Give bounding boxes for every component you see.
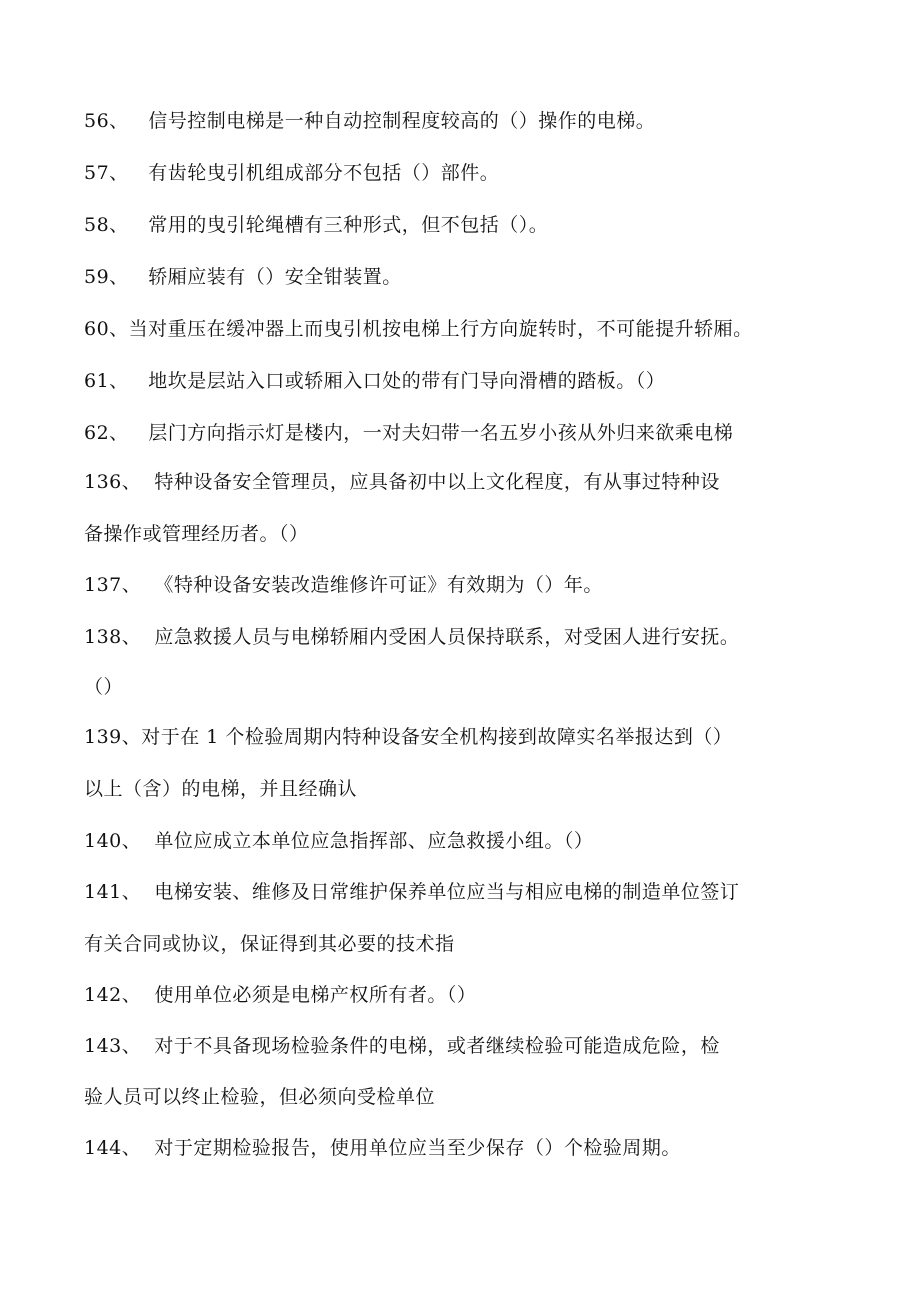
text-line-q56: 56、 信号控制电梯是一种自动控制程度较高的（）操作的电梯。 (84, 110, 656, 132)
text-line-q139: 139、对于在 1 个检验周期内特种设备安全机构接到故障实名举报达到（） (84, 726, 733, 748)
text-line-q137: 137、 《特种设备安装改造维修许可证》有效期为（）年。 (84, 574, 603, 596)
text-line-q139-cont: 以上（含）的电梯，并且经确认 (84, 778, 358, 800)
text-line-q143: 143、 对于不具备现场检验条件的电梯，或者继续检验可能造成危险，检 (84, 1035, 720, 1057)
text-line-q59: 59、 轿厢应装有（）安全钳装置。 (84, 266, 402, 288)
text-line-q141: 141、 电梯安装、维修及日常维护保养单位应当与相应电梯的制造单位签订 (84, 881, 740, 903)
text-line-q144: 144、 对于定期检验报告，使用单位应当至少保存（）个检验周期。 (84, 1137, 681, 1159)
text-line-q57: 57、 有齿轮曳引机组成部分不包括（）部件。 (84, 162, 500, 184)
text-line-q136-cont: 备操作或管理经历者。（） (84, 523, 309, 545)
text-line-q136: 136、 特种设备安全管理员，应具备初中以上文化程度，有从事过特种设 (84, 471, 720, 493)
text-line-q140: 140、 单位应成立本单位应急指挥部、应急救援小组。（） (84, 830, 594, 852)
text-line-q143-cont: 验人员可以终止检验，但必须向受检单位 (84, 1086, 436, 1108)
text-line-q62: 62、 层门方向指示灯是楼内，一对夫妇带一名五岁小孩从外归来欲乘电梯 (84, 422, 734, 444)
text-line-q58: 58、 常用的曳引轮绳槽有三种形式，但不包括（）。 (84, 214, 549, 236)
text-line-q141-cont: 有关合同或协议，保证得到其必要的技术指 (84, 933, 455, 955)
text-line-q60: 60、当对重压在缓冲器上而曳引机按电梯上行方向旋转时，不可能提升轿厢。 (84, 318, 753, 340)
text-line-q142: 142、 使用单位必须是电梯产权所有者。（） (84, 984, 477, 1006)
text-line-q138: 138、 应急救援人员与电梯轿厢内受困人员保持联系，对受困人进行安抚。 (84, 626, 740, 648)
text-line-q61: 61、 地坎是层站入口或轿厢入口处的带有门导向滑槽的踏板。（） (84, 370, 666, 392)
text-line-q138-cont: （） (84, 676, 124, 698)
